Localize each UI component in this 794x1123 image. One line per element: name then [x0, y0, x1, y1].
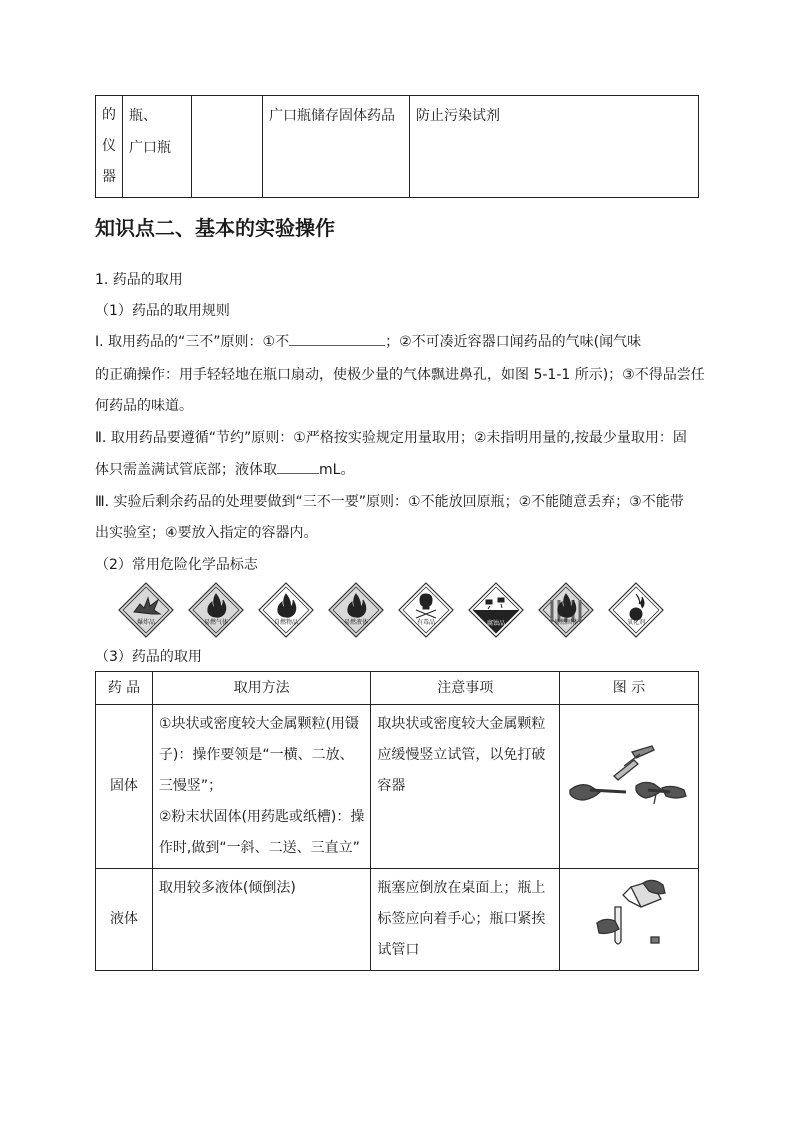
hazard-sign [468, 582, 524, 638]
hazard-sign [608, 582, 664, 638]
rule-2-line-1: Ⅱ. 取用药品要遵循“节约”原则：①严格按实验规定用量取用；②未指明用量的,按最少量取用：固 [95, 430, 687, 446]
figure-cell [560, 705, 699, 869]
rule-text: mL。 [319, 462, 355, 478]
hazard-sign [118, 582, 174, 638]
header-figure: 图 示 [560, 672, 699, 705]
rule-2-line-2 [95, 455, 354, 486]
hazard-sign [328, 582, 384, 638]
vertical-char: 的 [102, 107, 116, 123]
instrument-table [95, 95, 699, 198]
notes-cell [371, 705, 560, 869]
rule-1-line-3: 何药品的味道。 [95, 398, 193, 414]
rule-1-line-2: 的正确操作：用手轻轻地在瓶口扇动，使极少量的气体飘进鼻孔，如图 5-1-1 所示)；③不得品尝任 [95, 367, 705, 383]
cell-line: 标签应向着手心；瓶口紧挨 [377, 911, 546, 927]
cell-line: 子)：操作要领是“一横、二放、 [158, 747, 354, 763]
notes-cell [371, 869, 560, 971]
hazard-diamond [398, 582, 454, 638]
hazard-diamond [188, 582, 244, 638]
cell-line: 容器 [377, 778, 406, 794]
hazard-sign-label: 自燃物品 [273, 619, 299, 626]
vertical-char: 器 [102, 169, 116, 185]
hazard-sign-label: 有毒品 [416, 619, 436, 626]
method-cell [152, 869, 371, 971]
section-title: 1. 药品的取用 [95, 272, 183, 288]
subsection-title: （2）常用危险化学品标志 [95, 557, 258, 573]
cell-line: 作时,做到“一斜、二送、三直立” [158, 840, 360, 856]
instrument-table-col4: 广口瓶储存固体药品 [263, 96, 410, 198]
drug-cell: 固体 [96, 705, 153, 869]
hazard-diamond [538, 582, 594, 638]
liquid-pouring-illustration [589, 877, 669, 951]
instrument-table-col2 [123, 96, 192, 198]
rule-3-line-1: Ⅲ. 实验后剩余药品的处理要做到“三不一要”原则：①不能放回原瓶；②不能随意丢弃；③不能带 [95, 494, 684, 510]
drug-handling-table [95, 671, 699, 971]
hazard-sign-label: 氧化剂 [626, 619, 646, 626]
cell-line: ②粉末状固体(用药匙或纸槽)：操 [158, 809, 365, 825]
hazard-diamond [608, 582, 664, 638]
cell-line: ①块状或密度较大金属颗粒(用镊 [158, 716, 359, 732]
hazard-sign [188, 582, 244, 638]
cell-line: 取用较多液体(倾倒法) [158, 880, 296, 896]
hazard-sign [258, 582, 314, 638]
header-method: 取用方法 [152, 672, 371, 705]
solid-handling-illustration [566, 742, 692, 820]
instrument-table-col1 [96, 96, 123, 198]
method-cell [152, 705, 371, 869]
hazard-sign-label: 爆炸品 [136, 619, 156, 626]
rule-1-line-1 [95, 327, 641, 358]
rule-text: ；②不可凑近容器口闻药品的气味(闻气味 [385, 334, 642, 350]
hazard-sign-label: 腐蚀品 [486, 620, 506, 627]
hazard-sign-label: 易燃液体 [343, 619, 369, 626]
section-heading: 知识点二、基本的实验操作 [95, 216, 335, 240]
hazard-diamond [118, 582, 174, 638]
table-row [96, 705, 699, 869]
drug-cell: 液体 [96, 869, 153, 971]
cell-line: 广口瓶 [129, 140, 171, 156]
hazard-sign [538, 582, 594, 638]
hazard-sign-label: 易燃气体 [203, 619, 229, 626]
rule-3-line-2: 出实验室；④要放入指定的容器内。 [95, 525, 318, 541]
subsection-title: （3）药品的取用 [95, 649, 202, 665]
hazard-diamond [258, 582, 314, 638]
rule-text: 体只需盖满试管底部；液体取 [95, 462, 277, 478]
hazard-sign [398, 582, 454, 638]
answer-blank [289, 327, 385, 346]
hazard-sign-label: 易燃固体 [553, 619, 579, 626]
table-header-row [96, 672, 699, 705]
vertical-char: 仪 [102, 138, 116, 154]
hazard-diamond [328, 582, 384, 638]
instrument-table-col3 [192, 96, 263, 198]
cell-line: 瓶塞应倒放在桌面上；瓶上 [377, 880, 546, 896]
subsection-title: （1）药品的取用规则 [95, 303, 230, 319]
cell-line: 应缓慢竖立试管，以免打破 [377, 747, 546, 763]
header-drug: 药 品 [96, 672, 153, 705]
answer-blank [277, 455, 319, 474]
cell-line: 取块状或密度较大金属颗粒 [377, 716, 546, 732]
instrument-table-col5: 防止污染试剂 [410, 96, 699, 198]
table-row [96, 869, 699, 971]
figure-cell [560, 869, 699, 971]
cell-line: 三慢竖”； [158, 778, 223, 794]
rule-text: Ⅰ. 取用药品的“三不”原则：①不 [95, 334, 290, 350]
hazard-diamond [468, 582, 524, 638]
cell-line: 瓶、 [129, 108, 157, 124]
header-notes: 注意事项 [371, 672, 560, 705]
cell-line: 试管口 [377, 942, 420, 958]
